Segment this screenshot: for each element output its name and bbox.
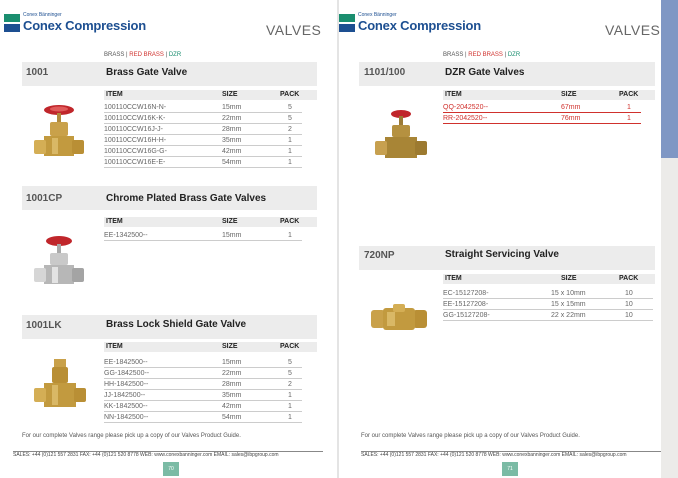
brand-mark-icon xyxy=(339,14,355,32)
table-row: EE-1842500-- 15mm 5 xyxy=(104,359,302,368)
product-name: Brass Lock Shield Gate Valve xyxy=(106,319,247,330)
product-name: Straight Servicing Valve xyxy=(445,249,559,260)
table-header: ITEM SIZE PACK xyxy=(443,90,655,100)
lock-shield-valve-image xyxy=(32,355,88,417)
product-code: 1101/100 xyxy=(364,67,406,78)
table-row: 100110CCW16K-K- 22mm 5 xyxy=(104,115,302,124)
table-header: ITEM SIZE PACK xyxy=(104,342,317,352)
product-name: Chrome Plated Brass Gate Valves xyxy=(106,193,267,204)
material-legend: BRASS | RED BRASS | DZR xyxy=(104,52,182,58)
table-row: 100110CCW16G-G- 42mm 1 xyxy=(104,148,302,157)
table-row: 100110CCW16E-E- 54mm 1 xyxy=(104,159,302,168)
table-header: ITEM SIZE PACK xyxy=(104,90,317,100)
product-code: 1001LK xyxy=(26,320,62,331)
table-row: GG-15127208- 22 x 22mm 10 xyxy=(443,312,653,321)
material-legend: BRASS | RED BRASS | DZR xyxy=(443,52,521,58)
brand-logo xyxy=(339,12,481,33)
table-row: EE-1342500-- 15mm 1 xyxy=(104,232,302,241)
table-row: HH-1842500-- 28mm 2 xyxy=(104,381,302,390)
table-row: NN-1842500-- 54mm 1 xyxy=(104,414,302,423)
chrome-gate-valve-image xyxy=(30,232,88,294)
page-number: 71 xyxy=(502,462,518,476)
brand-small: Conex Bänninger xyxy=(358,12,397,18)
product-code: 720NP xyxy=(364,250,395,261)
table-row: 100110CCW16H-H- 35mm 1 xyxy=(104,137,302,146)
sales-footer: SALES: +44 (0)121 557 2831 FAX: +44 (0)121 520 8778 WEB: www.conexbanninger.com EMAIL: sales@ibpgroup.com xyxy=(361,451,661,456)
table-row: KK-1842500-- 42mm 1 xyxy=(104,403,302,412)
footnote: For our complete Valves range please pick up a copy of our Valves Product Guide. xyxy=(22,433,241,439)
section-title: VALVES xyxy=(266,22,322,38)
product-name: Brass Gate Valve xyxy=(106,67,188,78)
table-row: RR-2042520-- 76mm 1 xyxy=(443,115,641,124)
table-row: EE-15127208- 15 x 15mm 10 xyxy=(443,301,653,310)
product-code: 1001 xyxy=(26,67,49,78)
brass-gate-valve-image xyxy=(30,100,88,168)
page-edge-tab xyxy=(661,0,678,158)
table-header: ITEM SIZE PACK xyxy=(104,217,317,227)
table-row: JJ-1842500-- 35mm 1 xyxy=(104,392,302,401)
brand-mark-icon xyxy=(4,14,20,32)
product-name: DZR Gate Valves xyxy=(445,67,525,78)
brand-name: Conex Compression xyxy=(358,18,482,33)
straight-servicing-valve-image xyxy=(369,302,429,336)
sales-footer: SALES: +44 (0)121 557 2831 FAX: +44 (0)121 520 8778 WEB: www.conexbanninger.com EMAIL: sales@ibpgroup.com xyxy=(13,451,323,456)
table-row: GG-1842500-- 22mm 5 xyxy=(104,370,302,379)
brand-small: Conex Bänninger xyxy=(23,12,62,18)
footnote: For our complete Valves range please pick up a copy of our Valves Product Guide. xyxy=(361,433,580,439)
table-row: 100110CCW16N-N- 15mm 5 xyxy=(104,104,302,113)
table-row: EC-15127208- 15 x 10mm 10 xyxy=(443,290,653,299)
dzr-gate-valve-image xyxy=(373,106,429,166)
table-row: 100110CCW16J-J- 28mm 2 xyxy=(104,126,302,135)
brand-name: Conex Compression xyxy=(23,18,147,33)
table-header: ITEM SIZE PACK xyxy=(443,274,655,284)
table-row: QQ-2042520-- 67mm 1 xyxy=(443,104,641,113)
page-number: 70 xyxy=(163,462,179,476)
section-title: VALVES xyxy=(605,22,661,38)
brand-logo xyxy=(4,12,146,33)
product-code: 1001CP xyxy=(26,193,63,204)
right-page xyxy=(339,0,678,478)
